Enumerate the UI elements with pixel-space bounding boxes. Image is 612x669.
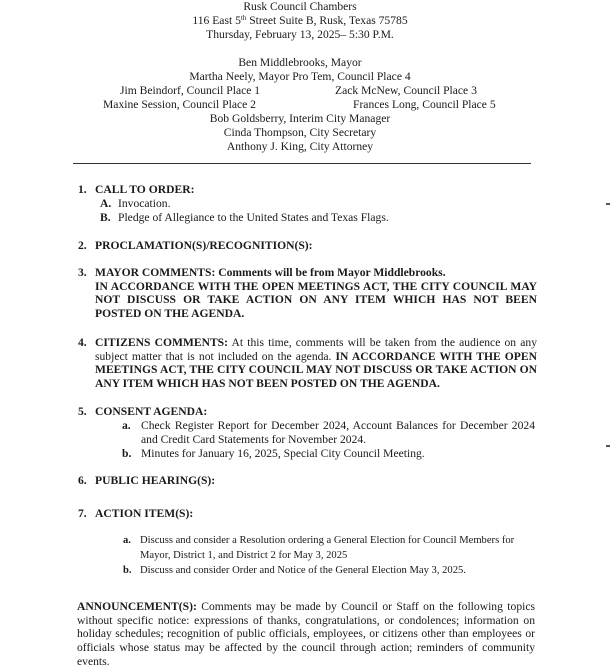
sub-text: Discuss and consider a Resolution ordering a General Election for Council Members for Mayor, District 1, and District 2 for May 3, 2025 <box>140 535 515 561</box>
meeting-address <box>0 14 600 28</box>
item-consent-agenda-title: CONSENT AGENDA: <box>95 405 208 418</box>
sub-text: Invocation. <box>118 197 171 210</box>
item-proclamations-title: PROCLAMATION(S)/RECOGNITION(S): <box>95 239 313 252</box>
item-call-to-order-b <box>100 211 389 225</box>
meeting-venue: Rusk Council Chambers <box>243 0 357 13</box>
item-public-hearings-title: PUBLIC HEARING(S): <box>95 474 216 487</box>
scan-mark <box>606 445 610 447</box>
consent-item-a <box>123 419 535 446</box>
official-secretary: Cinda Thompson, City Secretary <box>223 126 377 139</box>
address-part: Street Suite B, Rusk, Texas 75785 <box>246 14 408 27</box>
item-citizens-comments <box>95 336 537 391</box>
address-part: 116 East 5 <box>192 14 241 27</box>
meeting-datetime: Thursday, February 13, 2025– 5:30 P.M. <box>206 28 394 41</box>
sub-text: Minutes for January 16, 2025, Special City Council Meeting. <box>141 447 425 460</box>
official-attorney: Anthony J. King, City Attorney <box>226 140 374 153</box>
official-manager: Bob Goldsberry, Interim City Manager <box>209 112 391 125</box>
official-place5: Frances Long, Council Place 5 <box>353 98 496 111</box>
sub-letter: a. <box>122 419 131 432</box>
open-meetings-notice: IN ACCORDANCE WITH THE OPEN MEETINGS ACT, THE CITY COUNCIL MAY NOT DISCUSS OR TAKE ACTION ON ANY ITEM WHICH HAS NOT BEEN POSTED ON THE AGENDA. <box>95 279 537 321</box>
announcements <box>77 600 535 669</box>
sub-letter: B. <box>100 211 111 224</box>
address-superscript: th <box>240 14 247 22</box>
mayor-comments-title: MAYOR COMMENTS: Comments will be from Mayor Middlebrooks. <box>95 266 446 279</box>
official-place3: Zack McNew, Council Place 3 <box>335 84 477 97</box>
announcement-label: ANNOUNCEMENT(S): <box>77 600 197 613</box>
item-number: 3. <box>78 266 87 279</box>
citizens-comments-title: CITIZENS COMMENTS: <box>95 336 228 349</box>
sub-letter: b. <box>123 565 132 576</box>
sub-letter: b. <box>122 447 132 460</box>
scan-mark <box>606 203 610 205</box>
official-pro-tem: Martha Neely, Mayor Pro Tem, Council Place 4 <box>189 70 411 83</box>
action-item-b <box>123 563 539 578</box>
item-action-items-title: ACTION ITEM(S): <box>95 507 194 520</box>
open-meetings-notice: IN ACCORDANCE WITH THE OPEN MEETINGS ACT, THE CITY COUNCIL MAY NOT DISCUSS OR TAKE ACTION ON ANY ITEM WHICH HAS NOT BEEN POSTED ON THE AGENDA. <box>95 349 537 391</box>
official-place1: Jim Beindorf, Council Place 1 <box>120 84 261 97</box>
sub-text: Check Register Report for December 2024, Account Balances for December 2024 and Credit Card Statements for November 2024. <box>141 419 535 446</box>
item-number: 1. <box>78 183 87 196</box>
consent-item-b <box>123 447 535 461</box>
item-number: 4. <box>78 336 87 349</box>
item-call-to-order-title: CALL TO ORDER: <box>95 183 195 196</box>
item-number: 7. <box>78 507 87 520</box>
sub-letter: a. <box>123 535 131 546</box>
item-call-to-order-a <box>100 197 170 211</box>
action-item-a <box>123 533 539 563</box>
sub-text: Discuss and consider Order and Notice of the General Election May 3, 2025. <box>140 565 466 576</box>
item-number: 6. <box>78 474 87 487</box>
official-place2: Maxine Session, Council Place 2 <box>103 98 256 111</box>
official-mayor: Ben Middlebrooks, Mayor <box>238 56 362 69</box>
item-number: 2. <box>78 239 87 252</box>
sub-letter: A. <box>100 197 112 210</box>
announcement-text: Comments may be made by Council or Staff on the following topics without specific notice: expressions of thanks, congratulations, or condolences; information on holiday schedules; recognition of public officials, employees, or citizens other than employees or officials whose status may be affected by the council through action; reminders of community events. <box>77 600 535 668</box>
item-mayor-comments <box>95 266 537 321</box>
item-number: 5. <box>78 405 87 418</box>
citizens-comments-text: At this time, comments will be taken from the audience on any subject matter that is not included on the agenda. <box>95 336 537 363</box>
sub-text: Pledge of Allegiance to the United States and Texas Flags. <box>118 211 389 224</box>
header-divider <box>73 163 531 164</box>
